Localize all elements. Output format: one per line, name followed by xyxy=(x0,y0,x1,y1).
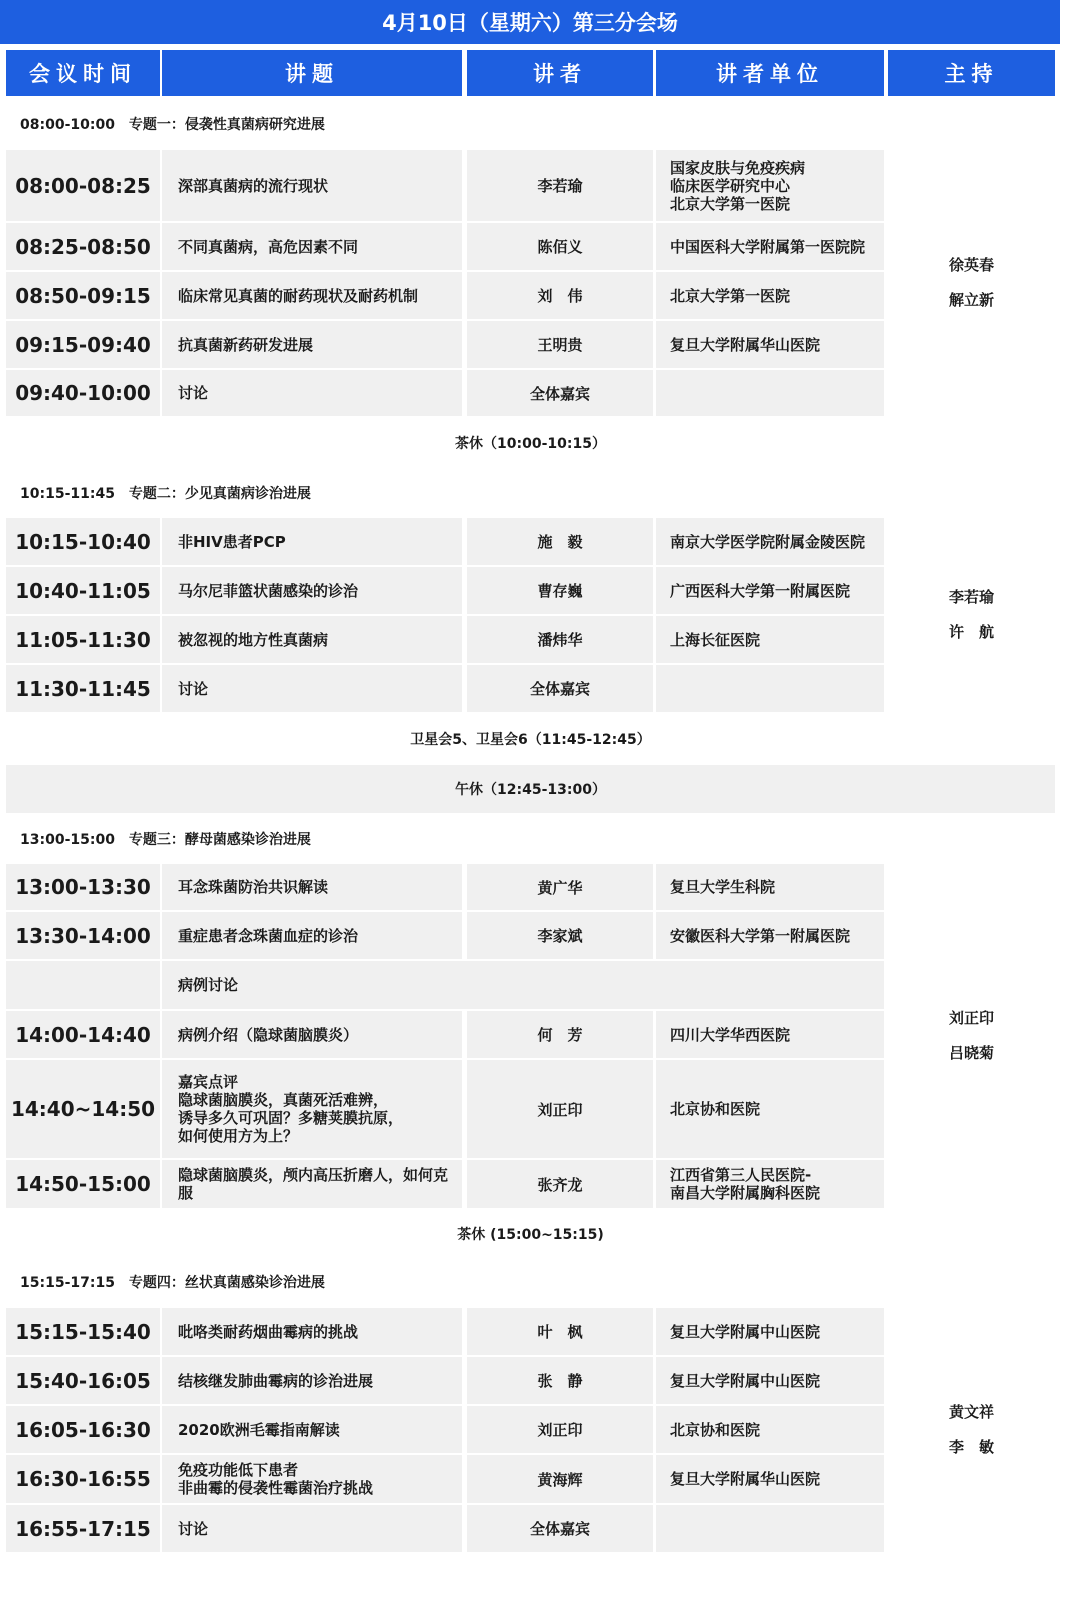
speaker-text: 施 毅 xyxy=(537,533,583,551)
speaker-cell xyxy=(467,321,653,368)
time-cell xyxy=(6,961,160,1009)
topic-cell xyxy=(162,1011,462,1058)
session-title-text: 08:00-10:00 专题一：侵袭性真菌病研究进展 xyxy=(20,117,325,133)
header-topic xyxy=(162,50,462,96)
speaker-cell xyxy=(467,518,653,565)
topic-text: 讨论 xyxy=(178,384,209,402)
time-text: 10:15-10:40 xyxy=(15,529,151,554)
org-text: 江西省第三人民医院- 南昌大学附属胸科医院 xyxy=(670,1166,821,1202)
org-cell xyxy=(656,272,884,319)
time-cell xyxy=(6,150,160,221)
time-cell xyxy=(6,518,160,565)
time-cell xyxy=(6,1060,160,1158)
session-title xyxy=(6,816,1055,862)
host-cell xyxy=(888,518,1055,712)
speaker-cell xyxy=(467,665,653,712)
time-text: 08:50-09:15 xyxy=(15,283,151,308)
topic-cell xyxy=(162,321,462,368)
org-cell xyxy=(656,1505,884,1552)
time-cell xyxy=(6,1357,160,1404)
org-text: 北京协和医院 xyxy=(670,1420,761,1439)
speaker-cell xyxy=(467,1308,653,1355)
org-text: 复旦大学附属中山医院 xyxy=(670,1371,821,1390)
speaker-cell xyxy=(467,567,653,614)
org-cell xyxy=(656,223,884,270)
topic-text: 讨论 xyxy=(178,679,209,698)
break-row xyxy=(6,419,1055,466)
time-text: 13:00-13:30 xyxy=(15,875,151,899)
banner-title: 4月10日（星期六）第三分会场 xyxy=(382,11,678,35)
time-text: 14:40~14:50 xyxy=(10,1097,156,1121)
topic-cell xyxy=(162,1406,462,1453)
time-cell xyxy=(6,1406,160,1453)
topic-text: 吡咯类耐药烟曲霉病的挑战 xyxy=(178,1322,359,1341)
agenda-banner xyxy=(0,0,1060,44)
org-text: 广西医科大学第一附属医院 xyxy=(670,581,851,600)
org-cell xyxy=(656,1160,884,1208)
speaker-text: 叶 枫 xyxy=(537,1323,583,1341)
topic-text: 马尔尼菲篮状菌感染的诊治 xyxy=(178,581,359,600)
case-discussion-header xyxy=(162,961,884,1009)
speaker-text: 张齐龙 xyxy=(537,1175,583,1194)
speaker-cell xyxy=(467,272,653,319)
org-cell xyxy=(656,864,884,910)
speaker-cell xyxy=(467,912,653,959)
session-title xyxy=(6,101,1055,147)
org-cell xyxy=(656,321,884,368)
org-cell xyxy=(656,150,884,221)
topic-cell xyxy=(162,370,462,416)
speaker-text: 黄广华 xyxy=(537,878,583,897)
break-text: 茶休 (15:00~15:15) xyxy=(457,1227,604,1243)
time-text: 16:05-16:30 xyxy=(15,1417,151,1442)
topic-text: 重症患者念珠菌血症的诊治 xyxy=(178,926,359,945)
org-cell xyxy=(656,1357,884,1404)
topic-cell xyxy=(162,223,462,270)
time-text: 15:40-16:05 xyxy=(15,1368,151,1393)
host-name: 许 航 xyxy=(948,623,994,641)
host-cell xyxy=(888,150,1055,416)
time-cell xyxy=(6,1455,160,1503)
time-cell xyxy=(6,864,160,910)
time-text: 09:15-09:40 xyxy=(15,332,151,357)
speaker-text: 潘炜华 xyxy=(537,631,583,649)
org-text: 上海长征医院 xyxy=(670,630,761,649)
break-text: 卫星会5、卫星会6（11:45-12:45） xyxy=(410,732,651,748)
break-row xyxy=(6,765,1055,813)
topic-text: 耳念珠菌防治共识解读 xyxy=(178,878,329,896)
topic-cell xyxy=(162,665,462,712)
speaker-cell xyxy=(467,1455,653,1503)
header-host xyxy=(888,50,1055,96)
topic-text: 抗真菌新药研发进展 xyxy=(178,335,314,354)
header-speaker xyxy=(467,50,653,96)
time-text: 09:40-10:00 xyxy=(15,381,151,405)
time-cell xyxy=(6,223,160,270)
speaker-cell xyxy=(467,616,653,663)
org-text: 复旦大学附属华山医院 xyxy=(670,335,821,354)
time-cell xyxy=(6,616,160,663)
time-cell xyxy=(6,1505,160,1552)
topic-text: 不同真菌病，高危因素不同 xyxy=(178,237,359,256)
org-cell xyxy=(656,1308,884,1355)
time-text: 11:30-11:45 xyxy=(15,676,151,701)
org-cell xyxy=(656,518,884,565)
host-cell xyxy=(888,1308,1055,1552)
time-cell xyxy=(6,1308,160,1355)
time-cell xyxy=(6,1011,160,1058)
org-text: 复旦大学附属中山医院 xyxy=(670,1322,821,1341)
speaker-cell xyxy=(467,1011,653,1058)
topic-cell xyxy=(162,567,462,614)
topic-text: 结核继发肺曲霉病的诊治进展 xyxy=(178,1371,374,1390)
speaker-text: 刘 伟 xyxy=(537,287,583,305)
topic-cell xyxy=(162,616,462,663)
host-cell xyxy=(888,864,1055,1208)
header-time xyxy=(6,50,160,96)
session-title xyxy=(6,1259,1055,1305)
speaker-cell xyxy=(467,1406,653,1453)
speaker-text: 刘正印 xyxy=(537,1421,583,1439)
topic-text: 被忽视的地方性真菌病 xyxy=(178,630,329,649)
time-text: 10:40-11:05 xyxy=(15,578,151,603)
header-time-label: 会议时间 xyxy=(29,62,137,86)
speaker-cell xyxy=(467,1060,653,1158)
topic-text: 嘉宾点评 隐球菌脑膜炎，真菌死活难辨， 诱导多久可巩固？多糖荚膜抗原， 如何使用方为上？ xyxy=(178,1073,404,1145)
org-cell xyxy=(656,616,884,663)
org-cell xyxy=(656,1011,884,1058)
time-text: 16:30-16:55 xyxy=(15,1467,151,1491)
host-name: 吕晓菊 xyxy=(948,1044,994,1062)
session-title-text: 10:15-11:45 专题二：少见真菌病诊治进展 xyxy=(20,486,311,502)
time-cell xyxy=(6,272,160,319)
topic-text: 深部真菌病的流行现状 xyxy=(178,176,329,195)
speaker-text: 全体嘉宾 xyxy=(529,1520,590,1538)
topic-text: 病例介绍（隐球菌脑膜炎） xyxy=(178,1025,359,1044)
org-text: 复旦大学生科院 xyxy=(670,878,776,896)
topic-cell xyxy=(162,1308,462,1355)
speaker-text: 刘正印 xyxy=(537,1100,583,1119)
time-text: 14:00-14:40 xyxy=(15,1022,151,1047)
speaker-cell xyxy=(467,1505,653,1552)
topic-text: 讨论 xyxy=(178,1519,209,1538)
topic-cell xyxy=(162,150,462,221)
time-text: 08:00-08:25 xyxy=(15,173,151,198)
session-title-text: 13:00-15:00 专题三：酵母菌感染诊治进展 xyxy=(20,832,311,848)
time-cell xyxy=(6,1160,160,1208)
time-cell xyxy=(6,912,160,959)
topic-cell xyxy=(162,272,462,319)
host-name: 徐英春 xyxy=(948,256,994,274)
org-cell xyxy=(656,912,884,959)
topic-cell xyxy=(162,1505,462,1552)
speaker-cell xyxy=(467,1357,653,1404)
org-text: 北京大学第一医院 xyxy=(670,286,791,305)
org-cell xyxy=(656,1060,884,1158)
time-text: 14:50-15:00 xyxy=(15,1172,151,1196)
session-title-text: 15:15-17:15 专题四：丝状真菌感染诊治进展 xyxy=(20,1275,325,1291)
org-cell xyxy=(656,665,884,712)
break-row xyxy=(6,715,1055,763)
org-cell xyxy=(656,567,884,614)
topic-text: 隐球菌脑膜炎，颅内高压折磨人，如何克服 xyxy=(178,1166,449,1202)
org-text: 安徽医科大学第一附属医院 xyxy=(670,926,851,945)
org-text: 复旦大学附属华山医院 xyxy=(670,1470,821,1488)
speaker-text: 曹存巍 xyxy=(537,582,583,600)
time-text: 15:15-15:40 xyxy=(15,1319,151,1344)
topic-cell xyxy=(162,912,462,959)
header-org-label: 讲者单位 xyxy=(716,62,824,86)
time-cell xyxy=(6,321,160,368)
topic-cell xyxy=(162,1060,462,1158)
time-text: 11:05-11:30 xyxy=(15,627,151,652)
speaker-text: 张 静 xyxy=(537,1372,583,1390)
break-text: 茶休（10:00-10:15） xyxy=(455,435,606,452)
header-org xyxy=(656,50,884,96)
topic-cell xyxy=(162,864,462,910)
topic-cell xyxy=(162,1455,462,1503)
header-speaker-label: 讲者 xyxy=(533,62,587,86)
topic-cell xyxy=(162,1357,462,1404)
host-name: 解立新 xyxy=(948,291,994,309)
topic-text: 临床常见真菌的耐药现状及耐药机制 xyxy=(178,286,419,305)
speaker-text: 黄海辉 xyxy=(537,1470,583,1489)
speaker-cell xyxy=(467,864,653,910)
speaker-text: 李若瑜 xyxy=(537,177,583,195)
org-text: 南京大学医学院附属金陵医院 xyxy=(670,532,866,551)
topic-text: 免疫功能低下患者 非曲霉的侵袭性霉菌治疗挑战 xyxy=(178,1461,374,1497)
topic-text: 非HIV患者PCP xyxy=(178,532,286,551)
speaker-text: 何 芳 xyxy=(537,1026,583,1044)
topic-text: 病例讨论 xyxy=(178,976,239,994)
header-topic-label: 讲题 xyxy=(285,62,339,86)
speaker-cell xyxy=(467,370,653,416)
speaker-text: 陈佰义 xyxy=(537,238,583,256)
time-cell xyxy=(6,370,160,416)
time-text: 08:25-08:50 xyxy=(15,234,151,259)
session-title xyxy=(6,470,1055,516)
time-text: 13:30-14:00 xyxy=(15,923,151,948)
topic-cell xyxy=(162,518,462,565)
host-name: 刘正印 xyxy=(948,1009,994,1027)
speaker-cell xyxy=(467,223,653,270)
speaker-text: 王明贵 xyxy=(537,336,583,354)
topic-cell xyxy=(162,1160,462,1208)
time-cell xyxy=(6,665,160,712)
org-text: 国家皮肤与免疫疾病 临床医学研究中心 北京大学第一医院 xyxy=(670,158,806,213)
speaker-text: 全体嘉宾 xyxy=(529,680,590,698)
org-text: 北京协和医院 xyxy=(670,1100,761,1118)
org-cell xyxy=(656,1455,884,1503)
speaker-cell xyxy=(467,1160,653,1208)
break-text: 午休（12:45-13:00） xyxy=(455,782,606,798)
time-cell xyxy=(6,567,160,614)
speaker-text: 全体嘉宾 xyxy=(529,384,590,403)
org-text: 四川大学华西医院 xyxy=(670,1025,791,1044)
host-name: 李若瑜 xyxy=(948,588,994,606)
host-name: 李 敏 xyxy=(948,1438,994,1456)
org-cell xyxy=(656,1406,884,1453)
topic-text: 2020欧洲毛霉指南解读 xyxy=(178,1420,340,1439)
time-text: 16:55-17:15 xyxy=(15,1516,151,1541)
speaker-text: 李家斌 xyxy=(537,927,583,945)
org-text: 中国医科大学附属第一医院院 xyxy=(670,237,866,256)
break-row xyxy=(6,1211,1055,1257)
header-host-label: 主持 xyxy=(944,62,999,86)
org-cell xyxy=(656,370,884,416)
speaker-cell xyxy=(467,150,653,221)
host-name: 黄文祥 xyxy=(948,1403,994,1421)
